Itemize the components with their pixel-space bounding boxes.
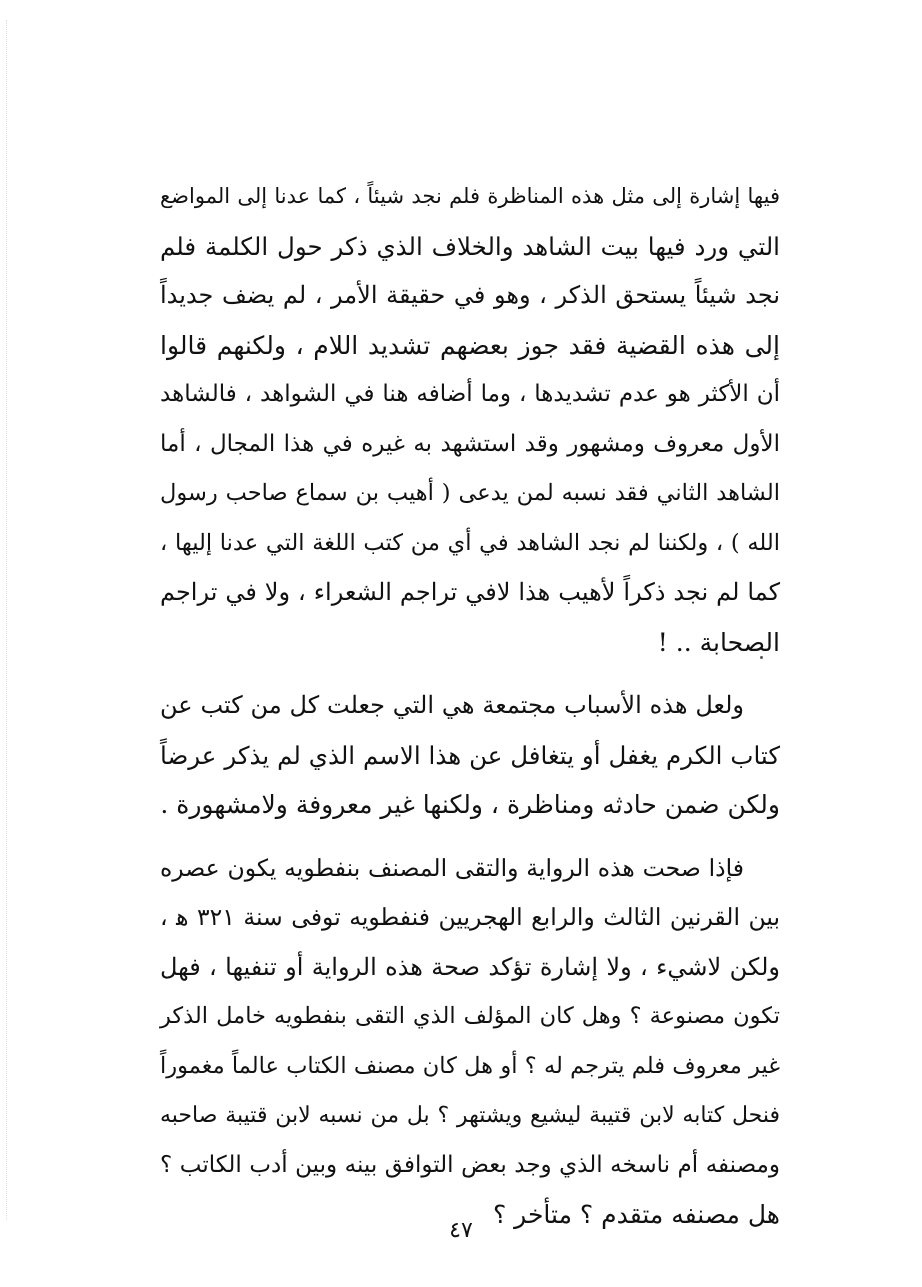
text-line: تكون مصنوعة ؟ وهل كان المؤلف الذي التقى بنفطويه خامل الذكر	[160, 1003, 780, 1029]
text-line: بين القرنين الثالث والرابع الهجريين فنفطويه توفى سنة ٣٢١ ﻫ ،	[160, 903, 781, 931]
text-line: فإذا صحت هذه الرواية والتقى المصنف بنفطويه يكون عصره	[160, 853, 744, 882]
page-number: ٤٧	[449, 1218, 473, 1243]
text-line: فيها إشارة إلى مثل هذه المناظرة فلم نجد شيئاً ، كما عدنا إلى المواضع	[160, 184, 780, 208]
text-line: كتاب الكرم يغفل أو يتغافل عن هذا الاسم الذي لم يذكر عرضاً	[160, 740, 780, 770]
text-line: ولكن ضمن حادثه ومناظرة ، ولكنها غير معروفة ولامشهورة .	[160, 790, 780, 819]
text-line: الصحابة .. !	[657, 627, 780, 657]
body-text	[160, 172, 780, 1240]
text-line: نجد شيئاً يستحق الذكر ، وهو في حقيقة الأمر ، لم يضف جديداً	[160, 281, 780, 309]
text-line: ولكن لاشيء ، ولا إشارة تؤكد صحة هذه الرواية أو تنفيها ، فهل	[160, 952, 780, 981]
text-line: غير معروف فلم يترجم له ؟ أو هل كان مصنف الكتاب عالماً مغموراً	[160, 1052, 780, 1079]
text-line: إلى هذه القضية فقد جوز بعضهم تشديد اللام ، ولكنهم قالوا	[160, 330, 780, 360]
text-line: هل مصنفه متقدم ؟ متأخر ؟	[492, 1200, 780, 1229]
scan-margin-marks	[6, 20, 17, 1220]
text-line: الله ) ، ولكننا لم نجد الشاهد في أي من كتب اللغة التي عدنا إليها ،	[160, 529, 780, 556]
text-line: الأول معروف ومشهور وقد استشهد به غيره في هذا المجال ، أما	[160, 430, 780, 457]
paragraph-3	[160, 844, 780, 1240]
text-line: ومصنفه أم ناسخه الذي وجد بعض التوافق بينه وبين أدب الكاتب ؟	[160, 1151, 780, 1178]
text-line: كما لم نجد ذكراً لأهيب هذا لافي تراجم الشعراء ، ولا في تراجم	[160, 578, 780, 606]
paragraph-2	[160, 681, 780, 830]
text-line: التي ورد فيها بيت الشاهد والخلاف الذي ذكر حول الكلمة فلم	[160, 231, 780, 261]
text-line: ولعل هذه الأسباب مجتمعة هي التي جعلت كل من كتب عن	[160, 691, 744, 719]
text-line: أن الأكثر هو عدم تشديدها ، وما أضافه هنا في الشواهد ، فالشاهد	[160, 381, 780, 407]
paragraph-1	[160, 172, 780, 667]
text-line: فنحل كتابه لابن قتيبة ليشيع ويشتهر ؟ بل من نسبه لابن قتيبة صاحبه	[160, 1103, 780, 1128]
text-line: الشاهد الثاني فقد نسبه لمن يدعى ( أهيب بن سماع صاحب رسول	[160, 480, 780, 506]
